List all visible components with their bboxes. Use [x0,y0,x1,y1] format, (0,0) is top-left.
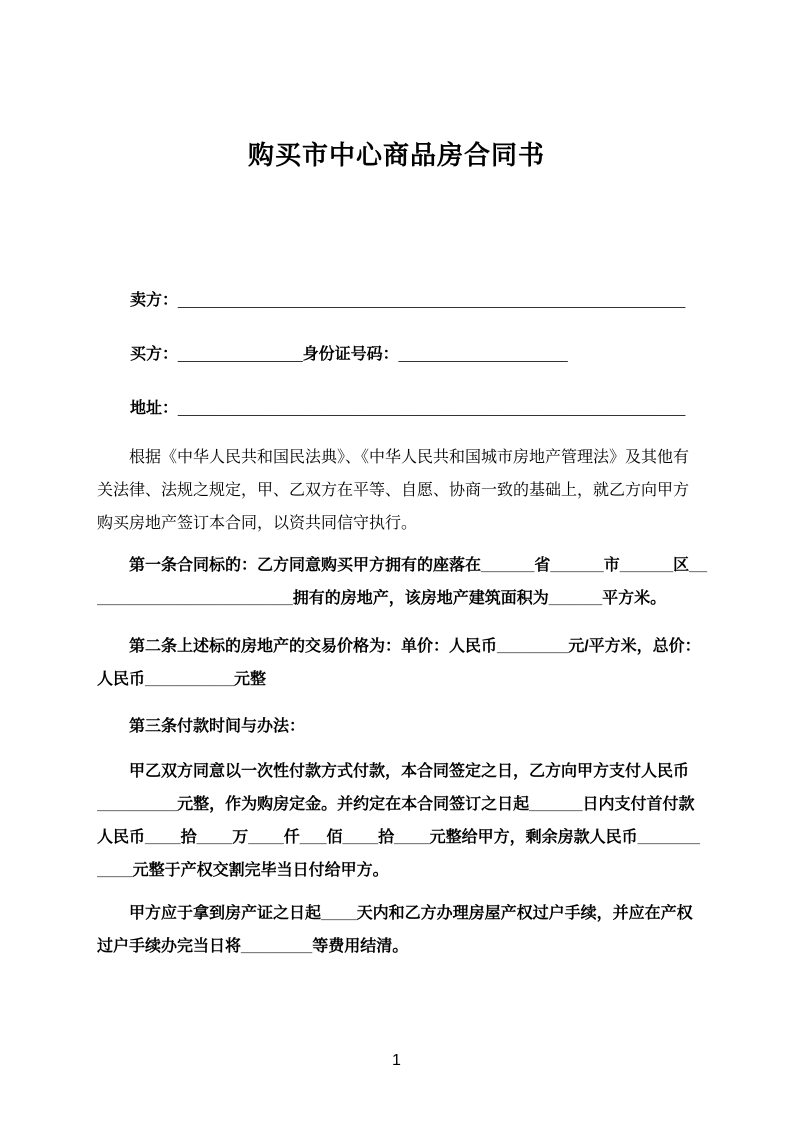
paragraph-line: 人民币____拾____万____仟___佰____拾____元整给甲方，剩余房款人民币_______ [97,829,700,846]
buyer-id-blank-line: ___________________ [398,346,568,363]
buyer-id-label: 身份证号码： [302,346,399,363]
paragraph-line: 甲乙双方同意以一次性付款方式付款，本合同签定之日，乙方向甲方支付人民币 [97,763,690,780]
seller-field [130,284,697,317]
paragraph-line: ______________________拥有的房地产，该房地产建筑面积为______平方米。 [97,590,667,607]
buyer-label: 买方： [130,346,179,363]
paragraph-clause-3 [97,710,737,743]
address-label: 地址： [130,400,179,417]
paragraph-line: _________元整，作为购房定金。并约定在本合同签订之日起______日内支付首付款 [97,796,695,813]
address-field [130,392,697,425]
seller-label: 卖方： [130,292,179,309]
paragraph-line: ____元整于产权交割完毕当日付给甲方。 [97,862,389,879]
paragraph-line: 第一条合同标的：乙方同意购买甲方拥有的座落在______省______市______区__ [97,557,707,574]
paragraph-line: 过户手续办完当日将________等费用结清。 [97,938,409,955]
paragraph-line: 人民币__________元整 [97,671,266,688]
paragraph-clause-1 [97,549,737,615]
paragraph-line: 购买房地产签订本合同，以资共同信守执行。 [97,515,418,532]
buyer-name-blank-line: ______________ [178,346,303,363]
address-blank-line: _________________________________________________________ [178,400,686,417]
paragraph-transfer-terms [97,897,737,963]
seller-blank-line: _________________________________________________________ [178,292,686,309]
paragraph-clause-2 [97,630,737,696]
page-number: 1 [392,1052,401,1069]
paragraph-payment-terms [97,755,737,887]
buyer-field [130,338,697,371]
paragraph-line: 第三条付款时间与办法： [97,718,306,735]
paragraph-line: 关法律、法规之规定，甲、乙双方在平等、自愿、协商一致的基础上，就乙方向甲方 [97,482,690,499]
paragraph-line: 甲方应于拿到房产证之日起____天内和乙方办理房屋产权过户手续，并应在产权 [97,905,693,922]
document-title: 购买市中心商品房合同书 [247,140,545,170]
paragraph-line: 第二条上述标的房地产的交易价格为：单价：人民币________元/平方米，总价： [97,638,701,655]
paragraph-preamble [97,441,737,540]
paragraph-line: 根据《中华人民共和国民法典》、《中华人民共和国城市房地产管理法》及其他有 [97,449,690,466]
